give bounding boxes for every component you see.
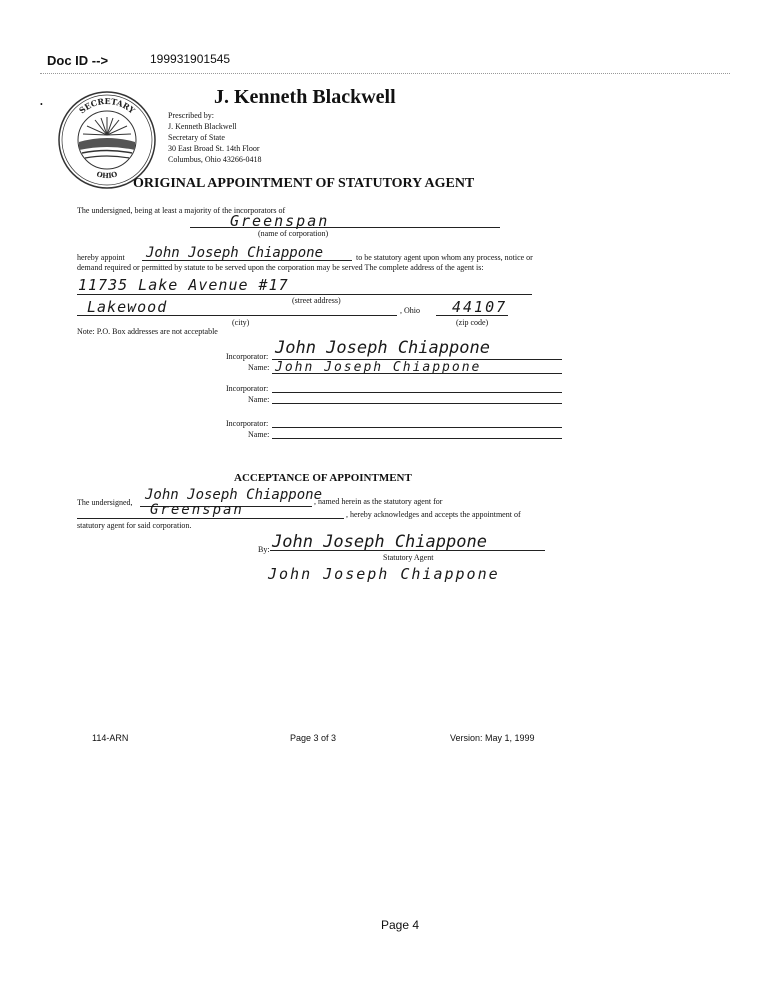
seal-top-text: SECRETARY — [76, 95, 138, 116]
corporation-caption: (name of corporation) — [258, 229, 329, 238]
undersigned-label: The undersigned, — [77, 498, 133, 507]
doc-id-value: 199931901545 — [150, 52, 231, 66]
street-caption: (street address) — [292, 296, 341, 305]
incorporator1-label: Incorporator: — [226, 352, 269, 361]
acceptance-signature: John Joseph Chiappone — [145, 487, 323, 503]
acceptance-title: ACCEPTANCE OF APPOINTMENT — [234, 472, 412, 484]
appoint-tail-text: to be statutory agent upon whom any process, notice or — [356, 253, 533, 262]
city-handwritten: Lakewood — [87, 298, 168, 316]
acceptance-corporation-line — [77, 518, 344, 519]
svg-text:OHIO — [96, 169, 119, 180]
version: Version: May 1, 1999 — [450, 733, 535, 743]
seal-bottom-text: OHIO — [95, 169, 119, 181]
by-signature: John Joseph Chiappone — [272, 532, 487, 552]
doc-id-label: Doc ID --> — [47, 53, 109, 68]
intro-text: The undersigned, being at least a majority of the incorporators of — [77, 206, 286, 215]
letterhead-address1: 30 East Broad St. 14th Floor — [168, 144, 260, 153]
incorporator1-printed-name: John Joseph Chiappone — [275, 360, 482, 375]
street-handwritten: 11735 Lake Avenue #17 — [78, 276, 289, 294]
prescribed-by: Prescribed by: — [168, 111, 214, 120]
acceptance-corporation-handwritten: Greenspan — [150, 502, 244, 518]
page-label: Page 4 — [381, 918, 420, 932]
letterhead-office: Secretary of State — [168, 133, 225, 142]
statutory-text: statutory agent for said corporation. — [77, 521, 192, 530]
letterhead-name: J. Kenneth Blackwell — [214, 86, 396, 108]
corporation-name-handwritten: Greenspan — [230, 212, 330, 230]
po-box-note: Note: P.O. Box addresses are not acceptable — [77, 327, 218, 336]
svg-text:SECRETARY — [77, 96, 137, 116]
hereby-appoint-label: hereby appoint — [77, 253, 125, 262]
ohio-label: , Ohio — [400, 306, 420, 315]
agent-name-handwritten: John Joseph Chiappone — [146, 245, 324, 261]
header-divider — [40, 73, 730, 74]
incorporator3-label: Incorporator: — [226, 419, 269, 428]
letterhead-officer: J. Kenneth Blackwell — [168, 122, 237, 131]
named-text: , named herein as the statutory agent for — [314, 497, 443, 506]
seal-left-dot: • — [40, 100, 43, 109]
state-seal — [57, 90, 157, 190]
form-code: 114-ARN — [92, 733, 129, 743]
agent-name-line — [142, 260, 352, 261]
incorporator1-signature: John Joseph Chiappone — [275, 338, 490, 358]
by-label: By: — [258, 545, 270, 554]
city-line — [77, 315, 397, 316]
statutory-agent-caption: Statutory Agent — [383, 553, 434, 562]
demand-text: demand required or permitted by statute to be served upon the corporation may be served The complete address of the agent is: — [77, 263, 484, 272]
letterhead-address2: Columbus, Ohio 43266-0418 — [168, 155, 262, 164]
page-of: Page 3 of 3 — [290, 733, 337, 743]
incorporator2-name-line — [272, 403, 562, 404]
printed-agent-name: John Joseph Chiappone — [268, 565, 500, 583]
incorporator3-name-label: Name: — [248, 430, 270, 439]
city-caption: (city) — [232, 318, 250, 327]
corporation-name-line — [190, 227, 500, 228]
incorporator1-name-label: Name: — [248, 363, 270, 372]
zip-handwritten: 44107 — [452, 298, 508, 316]
incorporator2-label: Incorporator: — [226, 384, 269, 393]
street-line — [77, 294, 532, 295]
incorporator3-line — [272, 427, 562, 428]
incorporator2-name-label: Name: — [248, 395, 270, 404]
zip-line — [436, 315, 508, 316]
zip-caption: (zip code) — [456, 318, 489, 327]
form-title: ORIGINAL APPOINTMENT OF STATUTORY AGENT — [133, 176, 475, 191]
acknowledge-text: , hereby acknowledges and accepts the appointment of — [346, 510, 521, 519]
seal-graphic — [57, 90, 157, 190]
incorporator2-line — [272, 392, 562, 393]
incorporator1-name-line — [272, 373, 562, 374]
incorporator3-name-line — [272, 438, 562, 439]
by-signature-line — [270, 550, 545, 551]
